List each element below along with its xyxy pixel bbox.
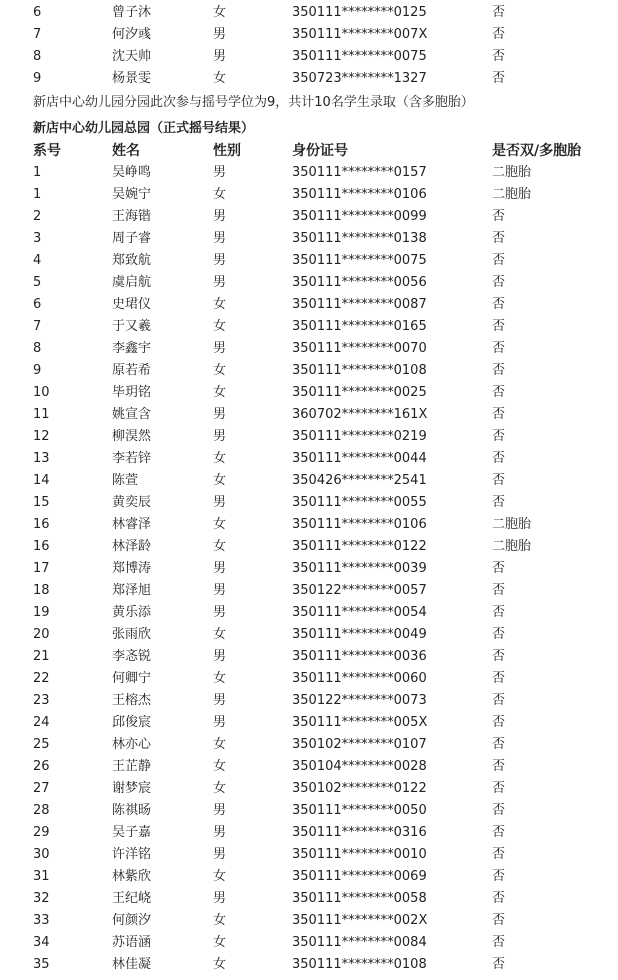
row-id: 350111********0125 bbox=[292, 5, 427, 20]
table-row bbox=[0, 646, 618, 668]
row-sex: 男 bbox=[213, 341, 227, 356]
header-id: 身份证号 bbox=[292, 143, 348, 159]
table-row bbox=[0, 250, 618, 272]
row-name: 吴婉宁 bbox=[112, 187, 152, 202]
row-id: 350111********0122 bbox=[292, 539, 427, 554]
row-id: 350104********0028 bbox=[292, 759, 427, 774]
row-twin: 否 bbox=[492, 363, 506, 378]
row-sex: 女 bbox=[213, 913, 227, 928]
row-name: 李若锌 bbox=[112, 451, 152, 466]
row-twin: 否 bbox=[492, 407, 506, 422]
row-twin: 否 bbox=[492, 671, 506, 686]
row-id: 350111********0075 bbox=[292, 49, 427, 64]
row-id: 350111********0060 bbox=[292, 671, 427, 686]
row-id: 350111********0050 bbox=[292, 803, 427, 818]
row-twin: 否 bbox=[492, 847, 506, 862]
row-name: 何颜汐 bbox=[112, 913, 152, 928]
row-name: 曾子沐 bbox=[112, 5, 152, 20]
header-no: 系号 bbox=[33, 143, 61, 159]
row-twin: 二胞胎 bbox=[492, 187, 532, 202]
row-name: 何汐彧 bbox=[112, 27, 152, 42]
row-no: 34 bbox=[33, 935, 50, 950]
row-sex: 男 bbox=[213, 275, 227, 290]
table-row bbox=[0, 426, 618, 448]
row-id: 350111********0025 bbox=[292, 385, 427, 400]
row-sex: 女 bbox=[213, 869, 227, 884]
row-no: 8 bbox=[33, 341, 42, 356]
row-twin: 否 bbox=[492, 209, 506, 224]
row-id: 350111********0108 bbox=[292, 957, 427, 972]
row-no: 21 bbox=[33, 649, 50, 664]
row-twin: 否 bbox=[492, 429, 506, 444]
row-name: 林紫欣 bbox=[112, 869, 152, 884]
row-twin: 否 bbox=[492, 935, 506, 950]
row-sex: 女 bbox=[213, 957, 227, 972]
table-row bbox=[0, 822, 618, 844]
row-name: 周子睿 bbox=[112, 231, 152, 246]
row-id: 360702********161X bbox=[292, 407, 428, 422]
table-row bbox=[0, 228, 618, 250]
row-no: 23 bbox=[33, 693, 50, 708]
row-name: 虞启航 bbox=[112, 275, 152, 290]
row-twin: 否 bbox=[492, 27, 506, 42]
table-row bbox=[0, 46, 618, 68]
row-no: 20 bbox=[33, 627, 50, 642]
row-id: 350111********0049 bbox=[292, 627, 427, 642]
row-name: 林亦心 bbox=[112, 737, 152, 752]
row-twin: 否 bbox=[492, 71, 506, 86]
table-row bbox=[0, 162, 618, 184]
row-sex: 男 bbox=[213, 27, 227, 42]
row-id: 350111********0069 bbox=[292, 869, 427, 884]
row-id: 350102********0107 bbox=[292, 737, 427, 752]
row-no: 15 bbox=[33, 495, 50, 510]
row-twin: 否 bbox=[492, 5, 506, 20]
row-name: 陈萱 bbox=[112, 473, 139, 488]
row-id: 350111********0138 bbox=[292, 231, 427, 246]
row-no: 28 bbox=[33, 803, 50, 818]
section-title: 新店中心幼儿园总园（正式摇号结果） bbox=[33, 121, 255, 136]
row-twin: 否 bbox=[492, 583, 506, 598]
row-no: 9 bbox=[33, 363, 42, 378]
row-sex: 男 bbox=[213, 429, 227, 444]
table-row bbox=[0, 668, 618, 690]
row-name: 谢梦宸 bbox=[112, 781, 152, 796]
row-sex: 男 bbox=[213, 715, 227, 730]
row-sex: 女 bbox=[213, 5, 227, 20]
row-id: 350111********007X bbox=[292, 27, 428, 42]
row-sex: 男 bbox=[213, 649, 227, 664]
row-id: 350111********0039 bbox=[292, 561, 427, 576]
row-twin: 否 bbox=[492, 957, 506, 972]
row-sex: 女 bbox=[213, 319, 227, 334]
row-sex: 女 bbox=[213, 539, 227, 554]
row-sex: 女 bbox=[213, 363, 227, 378]
row-sex: 男 bbox=[213, 231, 227, 246]
row-twin: 否 bbox=[492, 891, 506, 906]
row-no: 11 bbox=[33, 407, 50, 422]
table-row bbox=[0, 404, 618, 426]
row-sex: 男 bbox=[213, 209, 227, 224]
row-id: 350122********0057 bbox=[292, 583, 427, 598]
row-sex: 女 bbox=[213, 451, 227, 466]
header-twin: 是否双/多胞胎 bbox=[492, 143, 582, 159]
row-sex: 女 bbox=[213, 781, 227, 796]
table-row bbox=[0, 910, 618, 932]
row-no: 33 bbox=[33, 913, 50, 928]
row-no: 7 bbox=[33, 27, 42, 42]
row-no: 1 bbox=[33, 187, 42, 202]
row-id: 350102********0122 bbox=[292, 781, 427, 796]
row-name: 陈祺旸 bbox=[112, 803, 152, 818]
row-name: 郑博涛 bbox=[112, 561, 152, 576]
row-name: 黄乐添 bbox=[112, 605, 152, 620]
row-no: 13 bbox=[33, 451, 50, 466]
admission-note: 新店中心幼儿园分园此次参与摇号学位为9，共计10名学生录取（含多胞胎） bbox=[33, 95, 474, 110]
row-name: 何卿宁 bbox=[112, 671, 152, 686]
row-name: 邱俊宸 bbox=[112, 715, 152, 730]
row-twin: 否 bbox=[492, 825, 506, 840]
row-name: 许洋铭 bbox=[112, 847, 152, 862]
row-twin: 否 bbox=[492, 341, 506, 356]
row-name: 于又羲 bbox=[112, 319, 152, 334]
table-row bbox=[0, 492, 618, 514]
row-no: 29 bbox=[33, 825, 50, 840]
row-sex: 男 bbox=[213, 803, 227, 818]
row-id: 350111********0075 bbox=[292, 253, 427, 268]
row-twin: 否 bbox=[492, 693, 506, 708]
row-sex: 女 bbox=[213, 627, 227, 642]
table-row bbox=[0, 514, 618, 536]
row-no: 16 bbox=[33, 517, 50, 532]
table-header bbox=[0, 140, 618, 162]
row-twin: 否 bbox=[492, 605, 506, 620]
row-sex: 女 bbox=[213, 671, 227, 686]
row-sex: 男 bbox=[213, 407, 227, 422]
table-row bbox=[0, 470, 618, 492]
table-row bbox=[0, 866, 618, 888]
row-name: 苏语涵 bbox=[112, 935, 152, 950]
table-row bbox=[0, 734, 618, 756]
row-id: 350111********0070 bbox=[292, 341, 427, 356]
row-id: 350111********005X bbox=[292, 715, 428, 730]
row-sex: 男 bbox=[213, 891, 227, 906]
row-id: 350111********0165 bbox=[292, 319, 427, 334]
row-name: 王榕杰 bbox=[112, 693, 152, 708]
row-twin: 否 bbox=[492, 869, 506, 884]
row-id: 350122********0073 bbox=[292, 693, 427, 708]
row-twin: 否 bbox=[492, 913, 506, 928]
row-name: 王芷静 bbox=[112, 759, 152, 774]
table-row bbox=[0, 536, 618, 558]
row-no: 2 bbox=[33, 209, 42, 224]
row-name: 王纪峣 bbox=[112, 891, 152, 906]
table-row bbox=[0, 888, 618, 910]
row-id: 350111********0087 bbox=[292, 297, 427, 312]
row-no: 17 bbox=[33, 561, 50, 576]
row-no: 7 bbox=[33, 319, 42, 334]
row-sex: 男 bbox=[213, 693, 227, 708]
row-twin: 二胞胎 bbox=[492, 165, 532, 180]
row-id: 350111********0106 bbox=[292, 187, 427, 202]
row-sex: 男 bbox=[213, 165, 227, 180]
row-id: 350723********1327 bbox=[292, 71, 427, 86]
row-twin: 否 bbox=[492, 715, 506, 730]
table-row bbox=[0, 690, 618, 712]
row-twin: 否 bbox=[492, 781, 506, 796]
row-name: 原若希 bbox=[112, 363, 152, 378]
row-name: 杨景雯 bbox=[112, 71, 152, 86]
header-sex: 性别 bbox=[213, 143, 241, 159]
row-id: 350426********2541 bbox=[292, 473, 427, 488]
row-twin: 否 bbox=[492, 649, 506, 664]
row-twin: 二胞胎 bbox=[492, 517, 532, 532]
row-no: 30 bbox=[33, 847, 50, 862]
row-sex: 女 bbox=[213, 517, 227, 532]
row-id: 350111********0084 bbox=[292, 935, 427, 950]
table-row bbox=[0, 932, 618, 954]
table-row bbox=[0, 580, 618, 602]
row-name: 林泽龄 bbox=[112, 539, 152, 554]
table-row bbox=[0, 954, 618, 976]
table-row bbox=[0, 272, 618, 294]
row-sex: 女 bbox=[213, 737, 227, 752]
row-name: 林佳凝 bbox=[112, 957, 152, 972]
row-twin: 否 bbox=[492, 297, 506, 312]
row-sex: 女 bbox=[213, 759, 227, 774]
row-name: 吴子嘉 bbox=[112, 825, 152, 840]
row-twin: 否 bbox=[492, 49, 506, 64]
table-row bbox=[0, 382, 618, 404]
table-row bbox=[0, 24, 618, 46]
row-no: 19 bbox=[33, 605, 50, 620]
row-twin: 否 bbox=[492, 495, 506, 510]
row-sex: 女 bbox=[213, 71, 227, 86]
row-sex: 女 bbox=[213, 187, 227, 202]
row-no: 3 bbox=[33, 231, 42, 246]
row-no: 16 bbox=[33, 539, 50, 554]
row-twin: 否 bbox=[492, 803, 506, 818]
row-no: 4 bbox=[33, 253, 42, 268]
table-row bbox=[0, 844, 618, 866]
row-sex: 男 bbox=[213, 583, 227, 598]
row-twin: 否 bbox=[492, 253, 506, 268]
row-no: 14 bbox=[33, 473, 50, 488]
row-sex: 男 bbox=[213, 847, 227, 862]
row-sex: 男 bbox=[213, 605, 227, 620]
table-row bbox=[0, 712, 618, 734]
row-no: 24 bbox=[33, 715, 50, 730]
row-no: 5 bbox=[33, 275, 42, 290]
row-name: 吴峥鸣 bbox=[112, 165, 152, 180]
table-row bbox=[0, 602, 618, 624]
row-twin: 否 bbox=[492, 275, 506, 290]
row-name: 柳淏然 bbox=[112, 429, 152, 444]
table-row bbox=[0, 360, 618, 382]
row-twin: 二胞胎 bbox=[492, 539, 532, 554]
table-row bbox=[0, 2, 618, 24]
row-no: 22 bbox=[33, 671, 50, 686]
row-sex: 男 bbox=[213, 49, 227, 64]
row-sex: 女 bbox=[213, 473, 227, 488]
table-row bbox=[0, 316, 618, 338]
row-sex: 男 bbox=[213, 253, 227, 268]
row-sex: 女 bbox=[213, 935, 227, 950]
row-no: 25 bbox=[33, 737, 50, 752]
row-twin: 否 bbox=[492, 627, 506, 642]
table-row bbox=[0, 68, 618, 90]
row-name: 郑泽旭 bbox=[112, 583, 152, 598]
row-no: 6 bbox=[33, 297, 42, 312]
row-name: 林睿泽 bbox=[112, 517, 152, 532]
row-no: 10 bbox=[33, 385, 50, 400]
row-name: 张雨欣 bbox=[112, 627, 152, 642]
row-no: 1 bbox=[33, 165, 42, 180]
row-id: 350111********0219 bbox=[292, 429, 427, 444]
row-id: 350111********0010 bbox=[292, 847, 427, 862]
row-id: 350111********0108 bbox=[292, 363, 427, 378]
row-no: 8 bbox=[33, 49, 42, 64]
row-no: 35 bbox=[33, 957, 50, 972]
row-sex: 女 bbox=[213, 297, 227, 312]
row-id: 350111********0044 bbox=[292, 451, 427, 466]
row-name: 黄奕辰 bbox=[112, 495, 152, 510]
row-name: 李鑫宇 bbox=[112, 341, 152, 356]
row-sex: 男 bbox=[213, 825, 227, 840]
row-no: 32 bbox=[33, 891, 50, 906]
row-name: 姚宣含 bbox=[112, 407, 152, 422]
row-no: 26 bbox=[33, 759, 50, 774]
row-sex: 男 bbox=[213, 495, 227, 510]
row-name: 郑致航 bbox=[112, 253, 152, 268]
table-row bbox=[0, 624, 618, 646]
row-twin: 否 bbox=[492, 473, 506, 488]
row-name: 王海锴 bbox=[112, 209, 152, 224]
row-twin: 否 bbox=[492, 385, 506, 400]
row-no: 6 bbox=[33, 5, 42, 20]
row-twin: 否 bbox=[492, 451, 506, 466]
row-id: 350111********0056 bbox=[292, 275, 427, 290]
row-name: 沈天帅 bbox=[112, 49, 152, 64]
row-sex: 男 bbox=[213, 561, 227, 576]
row-name: 史珺仪 bbox=[112, 297, 152, 312]
row-id: 350111********0106 bbox=[292, 517, 427, 532]
row-twin: 否 bbox=[492, 319, 506, 334]
table-row bbox=[0, 778, 618, 800]
table-row bbox=[0, 206, 618, 228]
table-row bbox=[0, 800, 618, 822]
table-row bbox=[0, 558, 618, 580]
row-id: 350111********0099 bbox=[292, 209, 427, 224]
row-id: 350111********0036 bbox=[292, 649, 427, 664]
row-id: 350111********0316 bbox=[292, 825, 427, 840]
row-id: 350111********0055 bbox=[292, 495, 427, 510]
row-name: 毕玥铭 bbox=[112, 385, 152, 400]
table-row bbox=[0, 184, 618, 206]
row-name: 李忞锐 bbox=[112, 649, 152, 664]
row-id: 350111********002X bbox=[292, 913, 428, 928]
row-no: 31 bbox=[33, 869, 50, 884]
header-name: 姓名 bbox=[112, 143, 140, 159]
row-twin: 否 bbox=[492, 231, 506, 246]
row-no: 27 bbox=[33, 781, 50, 796]
row-id: 350111********0157 bbox=[292, 165, 427, 180]
row-id: 350111********0054 bbox=[292, 605, 427, 620]
row-twin: 否 bbox=[492, 737, 506, 752]
row-twin: 否 bbox=[492, 759, 506, 774]
row-twin: 否 bbox=[492, 561, 506, 576]
row-no: 18 bbox=[33, 583, 50, 598]
row-no: 9 bbox=[33, 71, 42, 86]
row-id: 350111********0058 bbox=[292, 891, 427, 906]
table-row bbox=[0, 756, 618, 778]
table-row bbox=[0, 448, 618, 470]
table-row bbox=[0, 294, 618, 316]
table-row bbox=[0, 338, 618, 360]
row-sex: 女 bbox=[213, 385, 227, 400]
row-no: 12 bbox=[33, 429, 50, 444]
